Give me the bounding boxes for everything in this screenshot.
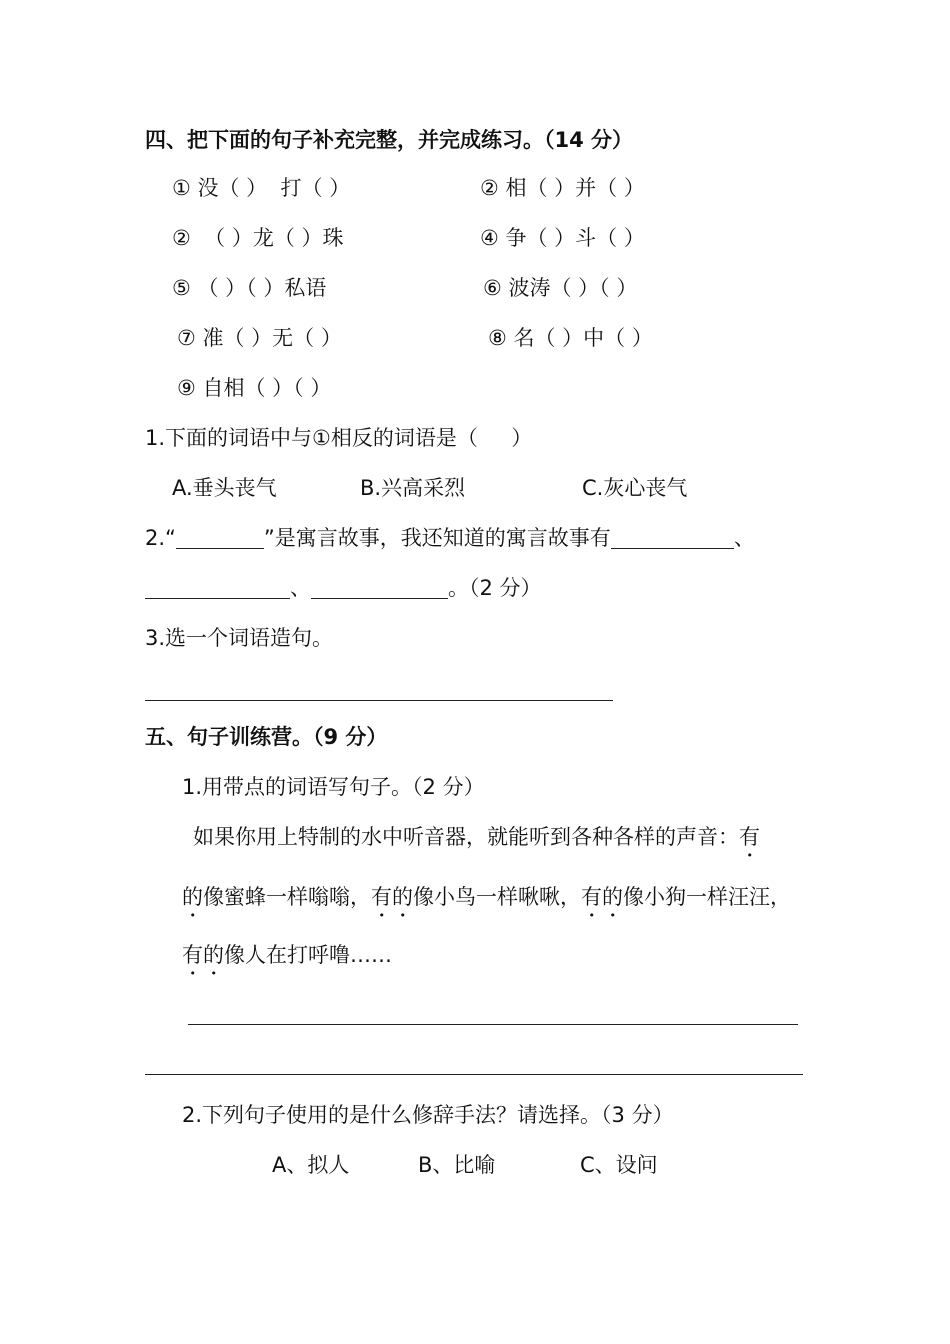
dotted-word: 有的 (182, 943, 224, 967)
question-5-1: 1.用带点的词语写句子。（2 分） (182, 775, 485, 799)
question-4-2-text: ”是寓言故事，我还知道的寓言故事有 (263, 526, 611, 550)
question-4-3: 3.选一个词语造句。 (145, 626, 334, 650)
dotted-word: 有的 (371, 885, 413, 909)
idiom-item-8: ⑧ 名（ ）中（ ） (488, 326, 653, 350)
idiom-item-3: ② （ ）龙（ ）珠 (172, 226, 344, 250)
option-b: B.兴高采烈 (360, 476, 466, 500)
dotted-word: 有 (739, 825, 760, 849)
passage-line-1 (193, 822, 760, 852)
idiom-item-6: ⑥ 波涛（ ）（ ） (483, 276, 638, 300)
answer-blank (311, 580, 448, 599)
dotted-word: 的 (182, 885, 203, 909)
answer-blank (145, 580, 290, 599)
answer-line (145, 1074, 803, 1075)
section-4-heading: 四、把下面的句子补充完整，并完成练习。（14 分） (145, 128, 634, 152)
section-5-heading: 五、句子训练营。（9 分） (145, 725, 388, 749)
passage-text: 像人在打呼噜…… (224, 943, 392, 967)
idiom-item-4: ④ 争（ ）斗（ ） (480, 226, 645, 250)
passage-text: 如果你用上特制的水中听音器，就能听到各种各样的声音： (193, 825, 739, 849)
question-4-2-open: 2.“ (145, 526, 176, 550)
answer-line (188, 1024, 798, 1025)
passage-line-3 (182, 940, 392, 970)
passage-text: 像蜜蜂一样嗡嗡， (203, 885, 371, 909)
separator: 、 (733, 526, 755, 550)
separator: 、 (290, 576, 311, 600)
idiom-item-7: ⑦ 准（ ）无（ ） (177, 326, 342, 350)
option-b: B、比喻 (418, 1153, 496, 1177)
option-a: A、拟人 (272, 1153, 350, 1177)
idiom-item-5: ⑤ （ ）（ ）私语 (172, 276, 327, 300)
option-a: A.垂头丧气 (172, 476, 277, 500)
question-4-2-line-2 (145, 573, 542, 603)
dotted-word: 有的 (581, 885, 623, 909)
idiom-item-2: ② 相（ ）并（ ） (480, 176, 645, 200)
question-5-2: 2.下列句子使用的是什么修辞手法？请选择。（3 分） (182, 1103, 674, 1127)
passage-text: 像小狗一样汪汪， (623, 885, 791, 909)
answer-line (145, 700, 613, 701)
question-4-1: 1.下面的词语中与①相反的词语是（ ） (145, 426, 533, 450)
option-c: C、设问 (580, 1153, 658, 1177)
passage-text: 像小鸟一样啾啾， (413, 885, 581, 909)
question-4-2-line-1 (145, 523, 755, 553)
idiom-item-1: ① 没（ ） 打（ ） (172, 176, 351, 200)
idiom-item-9: ⑨ 自相（ ）（ ） (177, 376, 332, 400)
answer-blank (176, 530, 264, 549)
option-c: C.灰心丧气 (582, 476, 688, 500)
question-4-2-end: 。（2 分） (448, 576, 542, 600)
answer-blank (611, 530, 734, 549)
passage-line-2 (182, 882, 791, 912)
